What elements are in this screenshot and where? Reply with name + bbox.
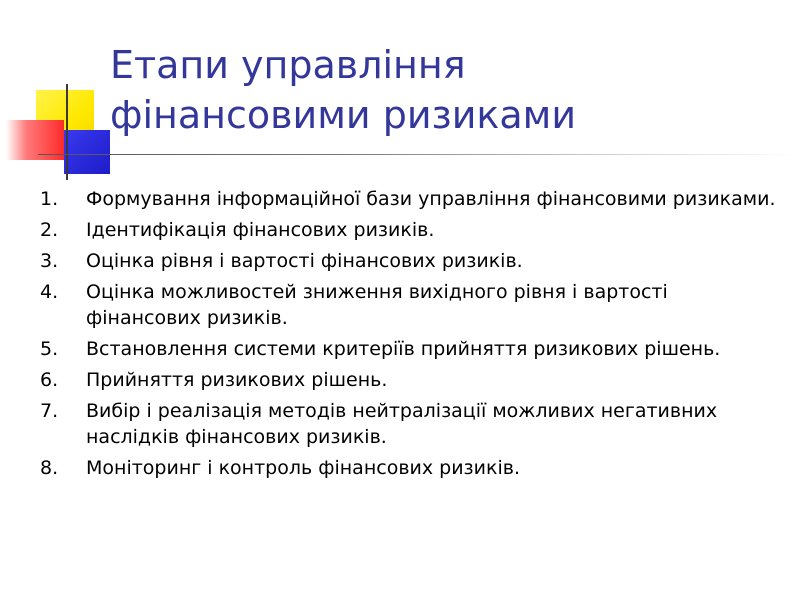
slide-title-line-1: Етапи управління — [110, 43, 466, 87]
list-item-number: 3. — [40, 250, 59, 272]
decorative-blue-square — [64, 130, 110, 174]
stages-list — [40, 186, 780, 486]
list-item — [40, 455, 780, 481]
list-item — [40, 217, 780, 243]
list-item-text: Ідентифікація фінансових ризиків. — [86, 219, 435, 241]
list-item-text: Формування інформаційної бази управління фінансовими ризиками. — [86, 188, 776, 210]
list-item-text: Оцінка можливостей зниження вихідного рівня і вартості фінансових ризиків. — [86, 281, 668, 329]
list-item-number: 1. — [40, 188, 59, 210]
list-item — [40, 398, 780, 450]
list-item-number: 5. — [40, 338, 59, 360]
decorative-horizontal-line — [38, 154, 798, 155]
slide-title-line-2: фінансовими ризиками — [110, 93, 577, 137]
list-item — [40, 367, 780, 393]
list-item-number: 4. — [40, 281, 59, 303]
list-item-text: Вибір і реалізація методів нейтралізації можливих негативних наслідків фінансових ризиків. — [86, 400, 718, 448]
list-item-number: 2. — [40, 219, 59, 241]
list-item-number: 8. — [40, 457, 59, 479]
list-item-number: 7. — [40, 400, 59, 422]
decorative-vertical-line — [66, 84, 68, 180]
list-item — [40, 248, 780, 274]
list-item — [40, 186, 780, 212]
list-item-text: Встановлення системи критеріїв прийняття ризикових рішень. — [86, 338, 721, 360]
slide-title — [110, 40, 750, 140]
list-item-number: 6. — [40, 369, 59, 391]
list-item-text: Оцінка рівня і вартості фінансових ризиків. — [86, 250, 523, 272]
list-item-text: Моніторинг і контроль фінансових ризиків. — [86, 457, 521, 479]
list-item — [40, 279, 780, 331]
list-item — [40, 336, 780, 362]
list-item-text: Прийняття ризикових рішень. — [86, 369, 388, 391]
